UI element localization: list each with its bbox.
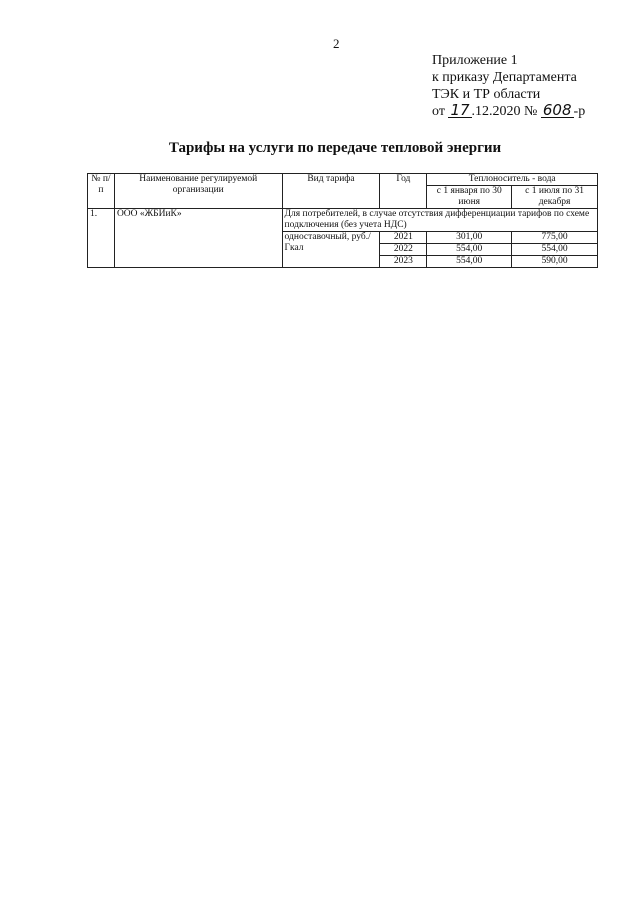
handwritten-day: 17 — [450, 101, 470, 119]
appendix-line-1: Приложение 1 — [432, 53, 518, 68]
row-num: 1. — [88, 209, 115, 268]
row-org: ООО «ЖБИиК» — [114, 209, 282, 268]
appendix-date-line — [432, 103, 585, 120]
header-period-1: с 1 января по 30 июня — [427, 186, 512, 209]
table-row — [88, 209, 598, 232]
appendix-line-3: ТЭК и ТР области — [432, 87, 541, 102]
handwritten-order-number: 608 — [542, 101, 572, 119]
appendix-line-2: к приказу Департамента — [432, 70, 577, 85]
row-value-h1: 301,00 — [427, 232, 512, 244]
row-year: 2021 — [380, 232, 427, 244]
header-period-2: с 1 июля по 31 декабря — [512, 186, 598, 209]
header-num: № п/п — [88, 174, 115, 209]
order-suffix: -р — [573, 104, 586, 119]
row-year: 2023 — [380, 256, 427, 268]
row-value-h1: 554,00 — [427, 244, 512, 256]
row-value-h2: 554,00 — [512, 244, 598, 256]
page-number: 2 — [333, 36, 340, 51]
header-tariff-type: Вид тарифа — [282, 174, 380, 209]
header-carrier: Теплоноситель - вода — [427, 174, 598, 186]
row-value-h2: 775,00 — [512, 232, 598, 244]
header-org: Наименование регулируемой организации — [114, 174, 282, 209]
row-tariff-type: одноставочный, руб./Гкал — [282, 232, 380, 268]
row-value-h2: 590,00 — [512, 256, 598, 268]
date-rest: .12.2020 № — [471, 104, 538, 119]
date-prefix: от — [432, 104, 445, 119]
row-year: 2022 — [380, 244, 427, 256]
tariff-table — [87, 173, 598, 268]
row-value-h1: 554,00 — [427, 256, 512, 268]
header-year: Год — [380, 174, 427, 209]
appendix-block — [432, 52, 585, 120]
document-title: Тарифы на услуги по передаче тепловой энергии — [168, 140, 502, 156]
row-note: Для потребителей, в случае отсутствия дифференциации тарифов по схеме подключения (без учета НДС) — [282, 209, 597, 232]
